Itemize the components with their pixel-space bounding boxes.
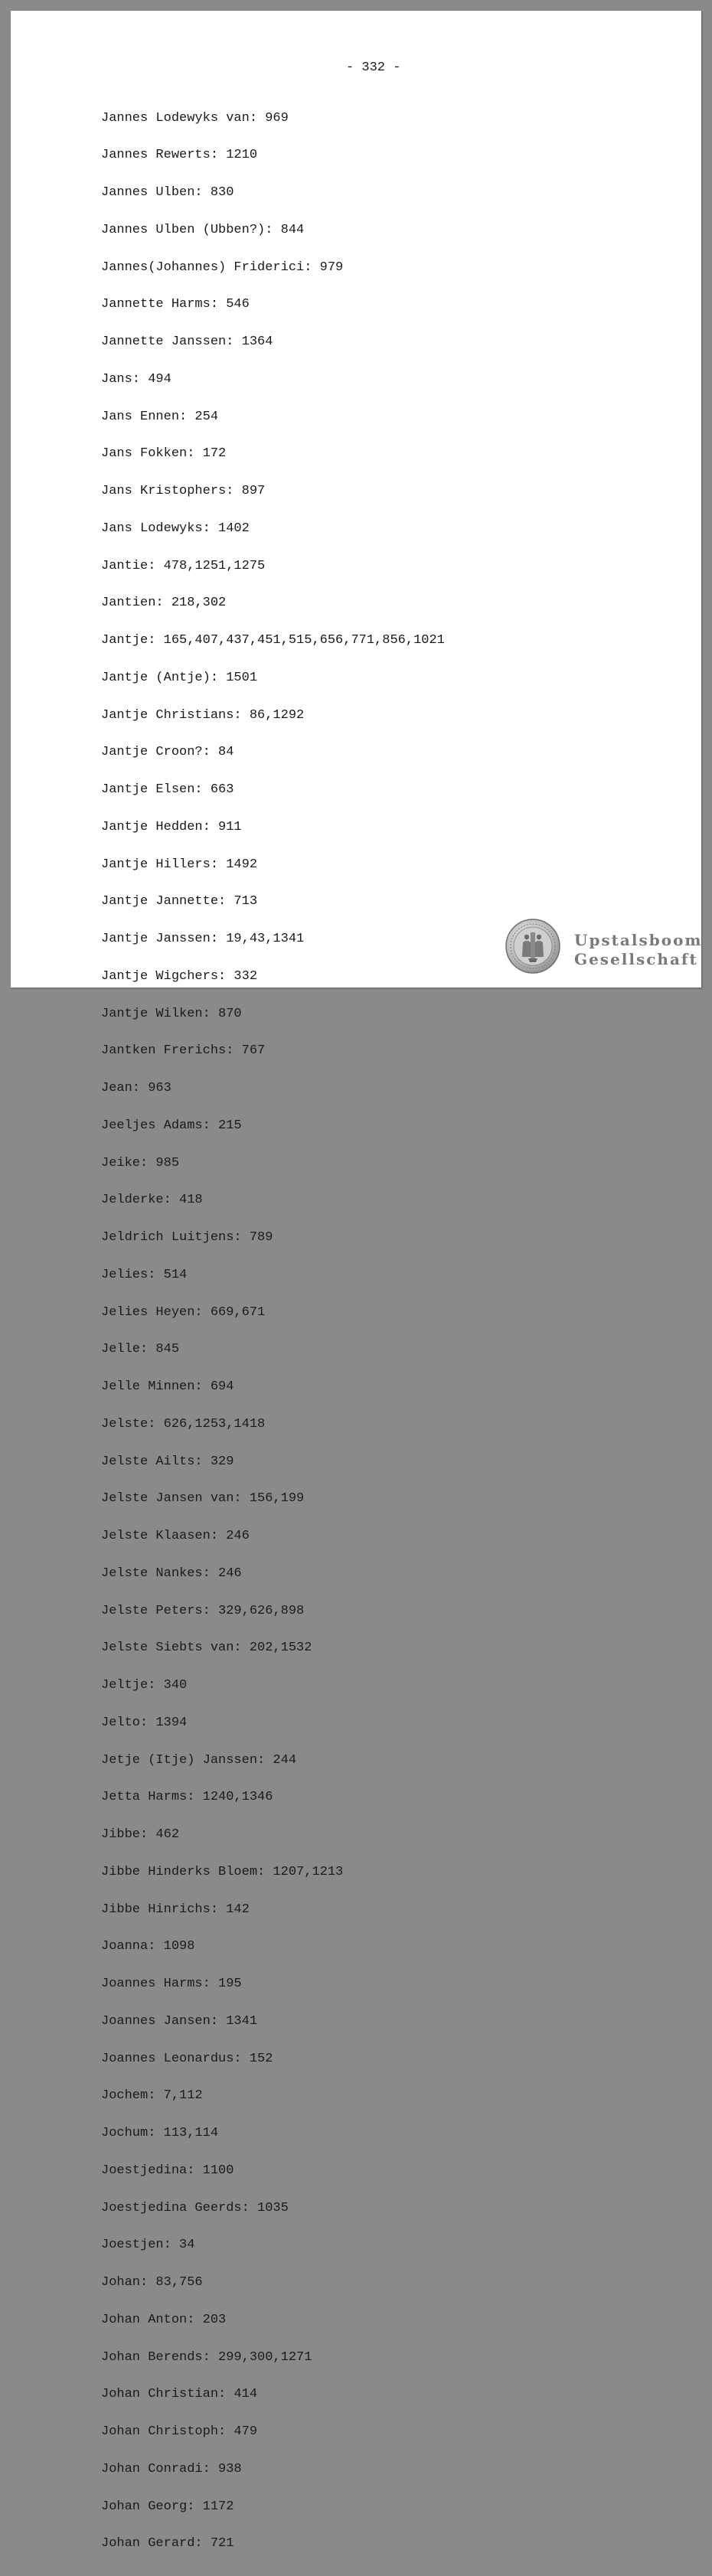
- society-name-line2: Gesellschaft: [574, 950, 698, 968]
- page-number: - 332 -: [346, 60, 401, 75]
- index-entry: Johan Anton: 203: [101, 2312, 227, 2327]
- index-entry: Jans Lodewyks: 1402: [101, 521, 250, 536]
- index-entry: Jantken Frerichs: 767: [101, 1043, 266, 1059]
- society-name-line1: Upstalsboom: [574, 931, 703, 949]
- index-entry: Jean: 963: [101, 1081, 171, 1095]
- index-entry: Jannette Harms: 546: [101, 297, 250, 312]
- index-entry: Jantie: 478,1251,1275: [101, 558, 266, 573]
- index-entry: Jantje Jannette: 713: [101, 894, 258, 909]
- index-entry: Joannes Jansen: 1341: [101, 2013, 258, 2029]
- index-entry: Johan Berends: 299,300,1271: [101, 2349, 312, 2365]
- index-entry: Jantje: 165,407,437,451,515,656,771,856,1021: [101, 633, 445, 648]
- index-entry: Jans Kristophers: 897: [101, 484, 266, 498]
- index-entry: Jantje Elsen: 663: [101, 782, 234, 797]
- index-entry: Jans Fokken: 172: [101, 446, 227, 462]
- index-entry-list: [101, 87, 445, 2575]
- index-entry: Jelste Ailts: 329: [101, 1454, 234, 1469]
- document-page: [11, 11, 701, 2552]
- index-entry: Jantien: 218,302: [101, 596, 227, 611]
- index-entry: Joestjedina: 1100: [101, 2163, 234, 2178]
- index-entry: Jeldrich Luitjens: 789: [101, 1230, 273, 1245]
- index-entry: Joannes Leonardus: 152: [101, 2051, 273, 2066]
- index-entry: Johan: 83,756: [101, 2275, 203, 2290]
- index-entry: Jantje Hillers: 1492: [101, 857, 258, 872]
- index-entry: Jibbe Hinrichs: 142: [101, 1902, 250, 1917]
- index-entry: Jeltje: 340: [101, 1678, 188, 1693]
- index-entry: Jelste Nankes: 246: [101, 1566, 242, 1581]
- index-entry: Jelto: 1394: [101, 1715, 188, 1730]
- index-entry: Joestjen: 34: [101, 2238, 195, 2253]
- index-entry: Johan Gerard: 721: [101, 2536, 234, 2552]
- index-entry: Jannes Lodewyks van: 969: [101, 110, 289, 126]
- index-entry: Jelste Klaasen: 246: [101, 1529, 250, 1543]
- index-entry: Joestjedina Geerds: 1035: [101, 2200, 289, 2215]
- index-entry: Jantje Christians: 86,1292: [101, 707, 305, 723]
- index-entry: Jantje Janssen: 19,43,1341: [101, 932, 305, 946]
- index-entry: Jelste Siebts van: 202,1532: [101, 1641, 312, 1656]
- index-entry: Jetta Harms: 1240,1346: [101, 1790, 273, 1805]
- index-entry: Jannes Ulben: 830: [101, 185, 234, 200]
- index-entry: Jeeljes Adams: 215: [101, 1118, 242, 1133]
- index-entry: Joannes Harms: 195: [101, 1977, 242, 1991]
- index-entry: Jibbe: 462: [101, 1827, 180, 1842]
- index-entry: Johan Christoph: 479: [101, 2424, 258, 2439]
- index-entry: Johan Conradi: 938: [101, 2461, 242, 2476]
- index-entry: Jannes(Johannes) Friderici: 979: [101, 260, 344, 275]
- index-entry: Jannette Janssen: 1364: [101, 335, 273, 349]
- index-entry: Johan Georg: 1172: [101, 2499, 234, 2514]
- index-entry: Jelies: 514: [101, 1267, 188, 1282]
- index-entry: Jantje Wilken: 870: [101, 1006, 242, 1021]
- index-entry: Jantje Wigchers: 332: [101, 968, 258, 984]
- upstalsboom-seal-icon: [505, 919, 560, 974]
- index-entry: Jelle: 845: [101, 1342, 180, 1357]
- index-entry: Jelderke: 418: [101, 1193, 203, 1208]
- index-entry: Jans Ennen: 254: [101, 409, 219, 424]
- index-entry: Jelste Peters: 329,626,898: [101, 1603, 305, 1618]
- index-entry: Jochem: 7,112: [101, 2088, 203, 2104]
- index-entry: Jannes Rewerts: 1210: [101, 148, 258, 163]
- index-entry: Jelle Minnen: 694: [101, 1379, 234, 1394]
- index-entry: Jelies Heyen: 669,671: [101, 1304, 266, 1320]
- index-entry: Jeike: 985: [101, 1155, 180, 1170]
- index-entry: Jochum: 113,114: [101, 2126, 219, 2140]
- index-entry: Jans: 494: [101, 371, 171, 387]
- index-entry: Jetje (Itje) Janssen: 244: [101, 1752, 297, 1768]
- index-entry: Jantje Croon?: 84: [101, 745, 234, 760]
- index-entry: Johan Christian: 414: [101, 2387, 258, 2402]
- index-entry: Joanna: 1098: [101, 1939, 195, 1954]
- index-entry: Jantje (Antje): 1501: [101, 670, 258, 685]
- index-entry: Jibbe Hinderks Bloem: 1207,1213: [101, 1864, 344, 1879]
- index-entry: Jantje Hedden: 911: [101, 819, 242, 834]
- index-entry: Jelste: 626,1253,1418: [101, 1416, 266, 1432]
- index-entry: Jelste Jansen van: 156,199: [101, 1491, 305, 1507]
- index-entry: Jannes Ulben (Ubben?): 844: [101, 222, 305, 237]
- society-logo-text: [574, 931, 703, 969]
